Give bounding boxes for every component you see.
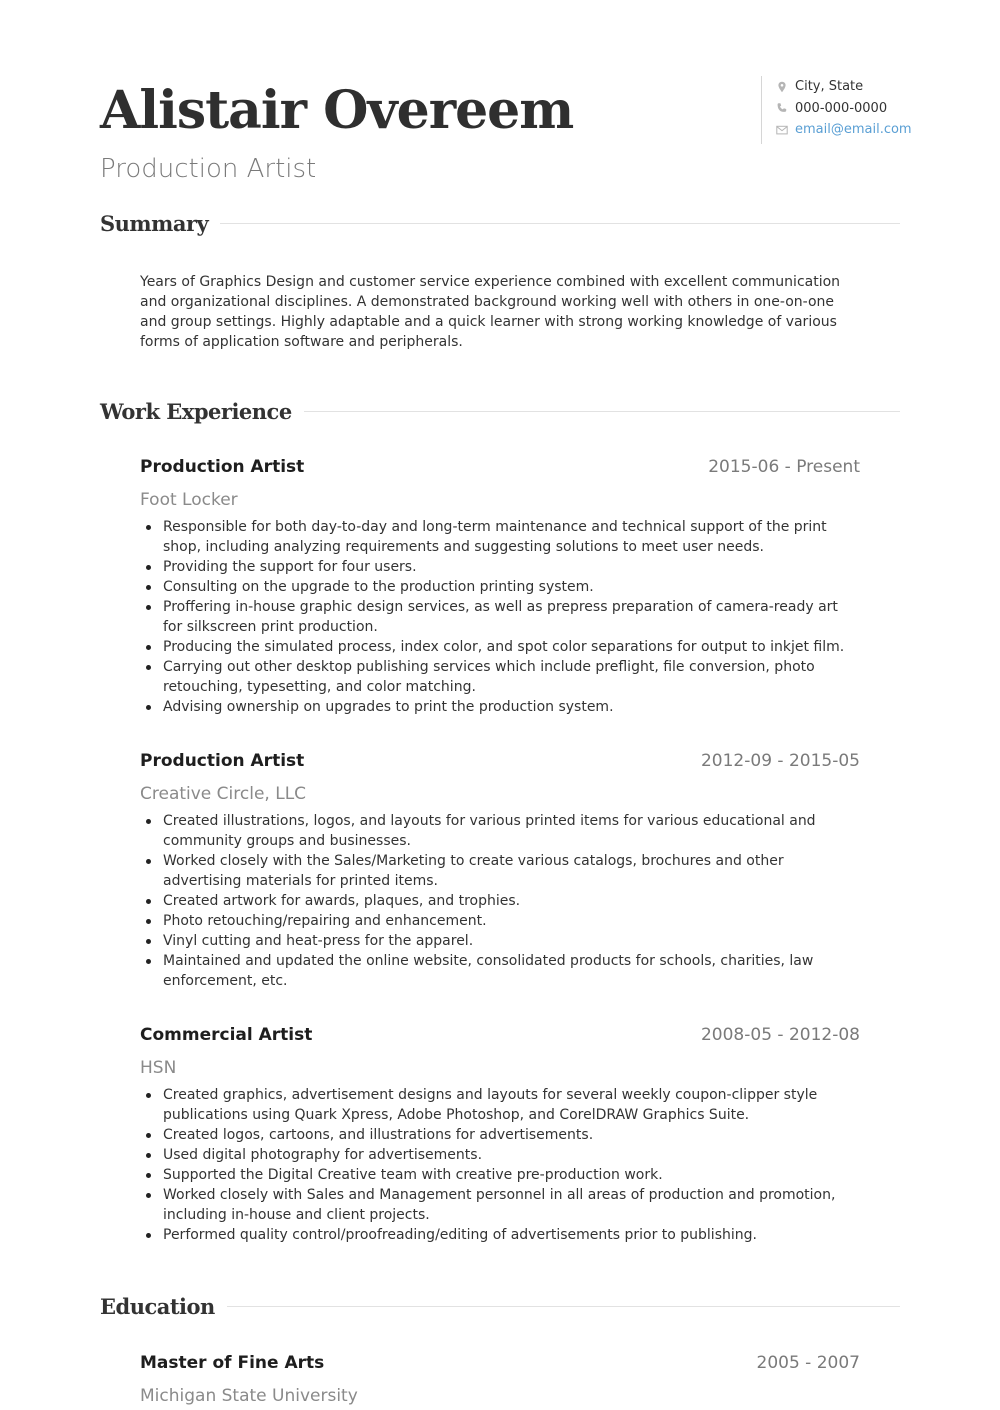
list-item: Proffering in-house graphic design services, as well as prepress preparation of camera-ready art for silkscreen print production. [140, 597, 860, 637]
list-item: Producing the simulated process, index color, and spot color separations for output to inkjet film. [140, 637, 860, 657]
experience-section-header [100, 396, 900, 426]
summary-section-header [100, 208, 900, 238]
list-item: Created illustrations, logos, and layouts for various printed items for various educational and community groups and businesses. [140, 811, 860, 851]
job-entry [140, 1025, 860, 1245]
school-name: Michigan State University [140, 1386, 358, 1406]
location-text: City, State [795, 79, 864, 95]
section-divider [227, 1306, 900, 1307]
list-item: Carrying out other desktop publishing services which include preflight, file conversion, photo retouching, typesetting, and color matching. [140, 657, 860, 697]
education-dates: 2005 - 2007 [756, 1353, 860, 1373]
list-item: Photo retouching/repairing and enhancement. [140, 911, 860, 931]
degree-title: Master of Fine Arts [140, 1353, 325, 1373]
job-bullets [140, 811, 860, 991]
education-entry [140, 1353, 860, 1410]
section-title: Summary [100, 210, 209, 236]
contact-location [776, 76, 921, 98]
education-section-header [100, 1291, 900, 1321]
job-position: Commercial Artist [140, 1025, 313, 1045]
list-item: Maintained and updated the online website, consolidated products for schools, charities, law enforcement, etc. [140, 951, 860, 991]
section-title: Education [100, 1293, 215, 1319]
list-item: Worked closely with Sales and Management personnel in all areas of production and promotion, including in-house and client projects. [140, 1185, 860, 1225]
section-divider [304, 411, 900, 412]
list-item: Created artwork for awards, plaques, and trophies. [140, 891, 860, 911]
job-company: Foot Locker [140, 490, 238, 510]
job-dates: 2008-05 - 2012-08 [700, 1025, 860, 1045]
list-item: Consulting on the upgrade to the production printing system. [140, 577, 860, 597]
list-item: Supported the Digital Creative team with creative pre-production work. [140, 1165, 860, 1185]
job-entry [140, 457, 860, 717]
list-item: Advising ownership on upgrades to print the production system. [140, 697, 860, 717]
contact-info [761, 76, 921, 144]
summary-text: Years of Graphics Design and customer service experience combined with excellent communication and organizational disciplines. A demonstrated background working well with others in one-on-one and group settings. Highly adaptable and a quick learner with strong working knowledge of various forms of application software and peripherals. [140, 274, 841, 350]
list-item: Used digital photography for advertisements. [140, 1145, 860, 1165]
job-dates: 2012-09 - 2015-05 [700, 751, 860, 771]
list-item: Providing the support for four users. [140, 557, 860, 577]
list-item: Created graphics, advertisement designs and layouts for several weekly coupon-clipper style publications using Quark Xpress, Adobe Photoshop, and CorelDRAW Graphics Suite. [140, 1085, 860, 1125]
list-item: Performed quality control/proofreading/editing of advertisements prior to publishing. [140, 1225, 860, 1245]
envelope-icon [776, 124, 788, 136]
list-item: Worked closely with the Sales/Marketing to create various catalogs, brochures and other advertising materials for printed items. [140, 851, 860, 891]
job-company: Creative Circle, LLC [140, 784, 307, 804]
job-title-heading: Production Artist [100, 154, 317, 184]
job-entry [140, 751, 860, 991]
candidate-name: Alistair Overeem [100, 80, 574, 141]
email-link[interactable]: email@email.com [795, 122, 912, 138]
list-item: Vinyl cutting and heat-press for the apparel. [140, 931, 860, 951]
job-position: Production Artist [140, 751, 305, 771]
phone-icon [776, 102, 788, 114]
phone-text: 000-000-0000 [795, 100, 888, 116]
list-item: Created logos, cartoons, and illustrations for advertisements. [140, 1125, 860, 1145]
job-bullets [140, 517, 860, 717]
section-title: Work Experience [100, 398, 292, 424]
section-divider [220, 223, 900, 224]
contact-phone [776, 98, 921, 120]
job-bullets [140, 1085, 860, 1245]
list-item: Responsible for both day-to-day and long-term maintenance and technical support of the print shop, including analyzing requirements and suggesting solutions to meet user needs. [140, 517, 860, 557]
job-company: HSN [140, 1058, 177, 1078]
location-pin-icon [776, 81, 788, 93]
job-position: Production Artist [140, 457, 305, 477]
job-dates: 2015-06 - Present [708, 457, 860, 477]
contact-email[interactable] [776, 119, 921, 141]
